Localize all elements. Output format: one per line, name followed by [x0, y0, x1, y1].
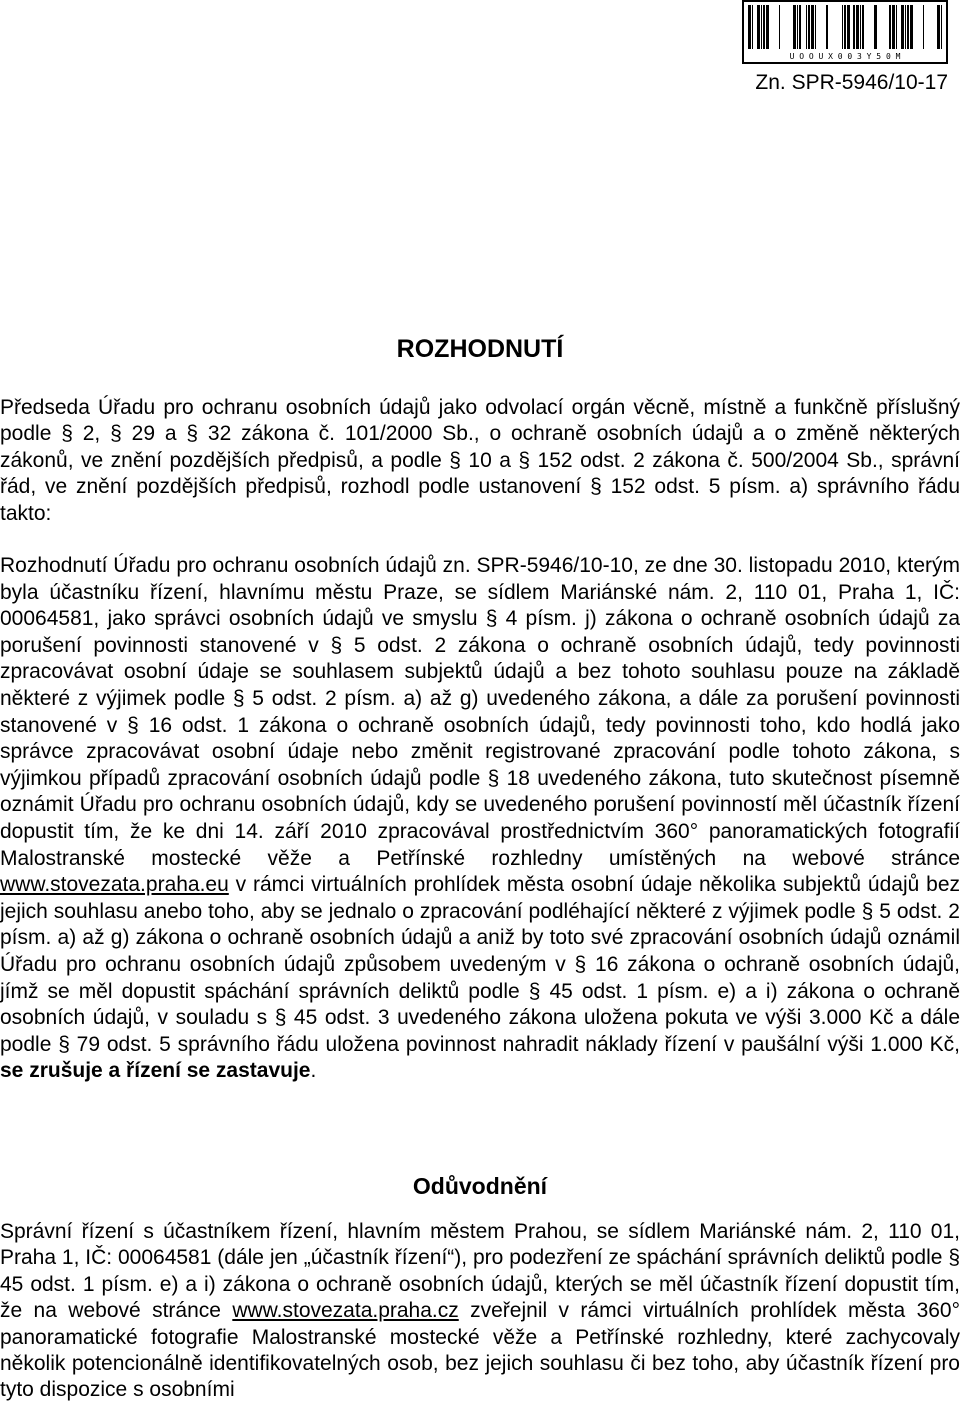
reasoning-text-1: Správní řízení s účastníkem řízení, hlavním městem Prahou, se sídlem Mariánské nám. 2, 110 01, Praha 1, IČ: 00064581 (dále jen „účastník řízení“), pro podezření ze spáchání správních deliktů podle § 45 odst. 1 písm. e) a i) zákona o ochraně osobních údajů, kterých se měl účastník řízení dopustit tím, že na webové stránce	[0, 1220, 960, 1323]
decision-paragraph	[0, 553, 960, 1085]
reasoning-heading: Odůvodnění	[412, 1173, 548, 1199]
decision-end: .	[310, 1059, 317, 1083]
website-link[interactable]: www.stovezata.praha.eu	[0, 873, 229, 897]
intro-paragraph: Předseda Úřadu pro ochranu osobních údajů jako odvolací orgán věcně, místně a funkčně příslušný podle § 2, § 29 a § 32 zákona č. 101/2000 Sb., o ochraně osobních údajů a o změně některých zákonů, ve znění pozdějších předpisů, a podle § 10 a § 152 odst. 2 zákona č. 500/2004 Sb., správní řád, ve znění pozdějších předpisů, rozhodl podle ustanovení § 152 odst. 5 písm. a) správního řádu takto:	[0, 396, 960, 525]
document-reference: Zn. SPR-5946/10-17	[755, 71, 948, 94]
reasoning-website-link[interactable]: www.stovezata.praha.cz	[232, 1299, 459, 1323]
decision-text-1: Rozhodnutí Úřadu pro ochranu osobních údajů zn. SPR-5946/10-10, ze dne 30. listopadu 2010, kterým byla účastníku řízení, hlavnímu městu Praze, se sídlem Mariánské nám. 2, 110 01, Praha 1, IČ: 00064581, jako správci osobních údajů ve smyslu § 4 písm. j) zákona o ochraně osobních údajů za porušení povinnosti stanovené v § 5 odst. 2 zákona o ochraně osobních údajů, tedy povinnosti zpracovávat osobní údaje se souhlasem subjektů údajů a bez tohoto souhlasu pouze na základě některé z výjimek podle § 5 odst. 2 písm. a) až g) uvedeného zákona, a dále za porušení povinnosti stanovené v § 16 odst. 1 zákona o ochraně osobních údajů, tedy povinnosti toho, kdo hodlá jako správce zpracovávat osobní údaje nebo změnit registrované zpracování podle tohoto zákona, s výjimkou případů zpracování osobních údajů podle § 18 uvedeného zákona, tuto skutečnost písemně oznámit Úřadu pro ochranu osobních údajů, kdy se uvedeného porušení povinností měl účastník řízení dopustit tím, že ke dni 14. září 2010 zpracovával prostřednictvím 360° panoramatických fotografií Malostranské mostecké věže a Petřínské rozhledny umístěných na webové stránce	[0, 554, 960, 870]
decision-verdict: se zrušuje a řízení se zastavuje	[0, 1059, 311, 1083]
reasoning-paragraph	[0, 1219, 960, 1404]
barcode	[742, 0, 948, 64]
reasoning-text-2: zveřejnil v rámci virtuálních prohlídek města 360° panoramatické fotografie Malostranské mostecké věže a Petřínské rozhledny, které zachycovaly několik potencionálně identifikovatelných osob, bez jejich souhlasu či bez toho, aby účastník řízení pro tyto dispozice s osobními	[0, 1299, 960, 1402]
document-title: ROZHODNUTÍ	[396, 335, 564, 363]
barcode-label: U O O U X 0 0 3 Y 5 0 M	[789, 52, 901, 61]
barcode-graphic	[742, 0, 948, 64]
decision-text-2: v rámci virtuálních prohlídek města osobní údaje několika subjektů údajů bez jejich souhlasu anebo toho, aby se jednalo o zpracování podléhající některé z výjimek podle § 5 odst. 2 písm. a) až g) zákona o ochraně osobních údajů a aniž by toto své zpracování osobních údajů oznámil Úřadu pro ochranu osobních údajů způsobem uvedeným v § 16 zákona o ochraně osobních údajů, jímž se měl dopustit spáchání správních deliktů podle § 45 odst. 1 písm. e) a i) zákona o ochraně osobních údajů, v souladu s § 45 odst. 3 uvedeného zákona uložena pokuta ve výši 3.000 Kč a dále podle § 79 odst. 5 správního řádu uložena povinnost nahradit náklady řízení v paušální výši 1.000 Kč,	[0, 873, 960, 1056]
